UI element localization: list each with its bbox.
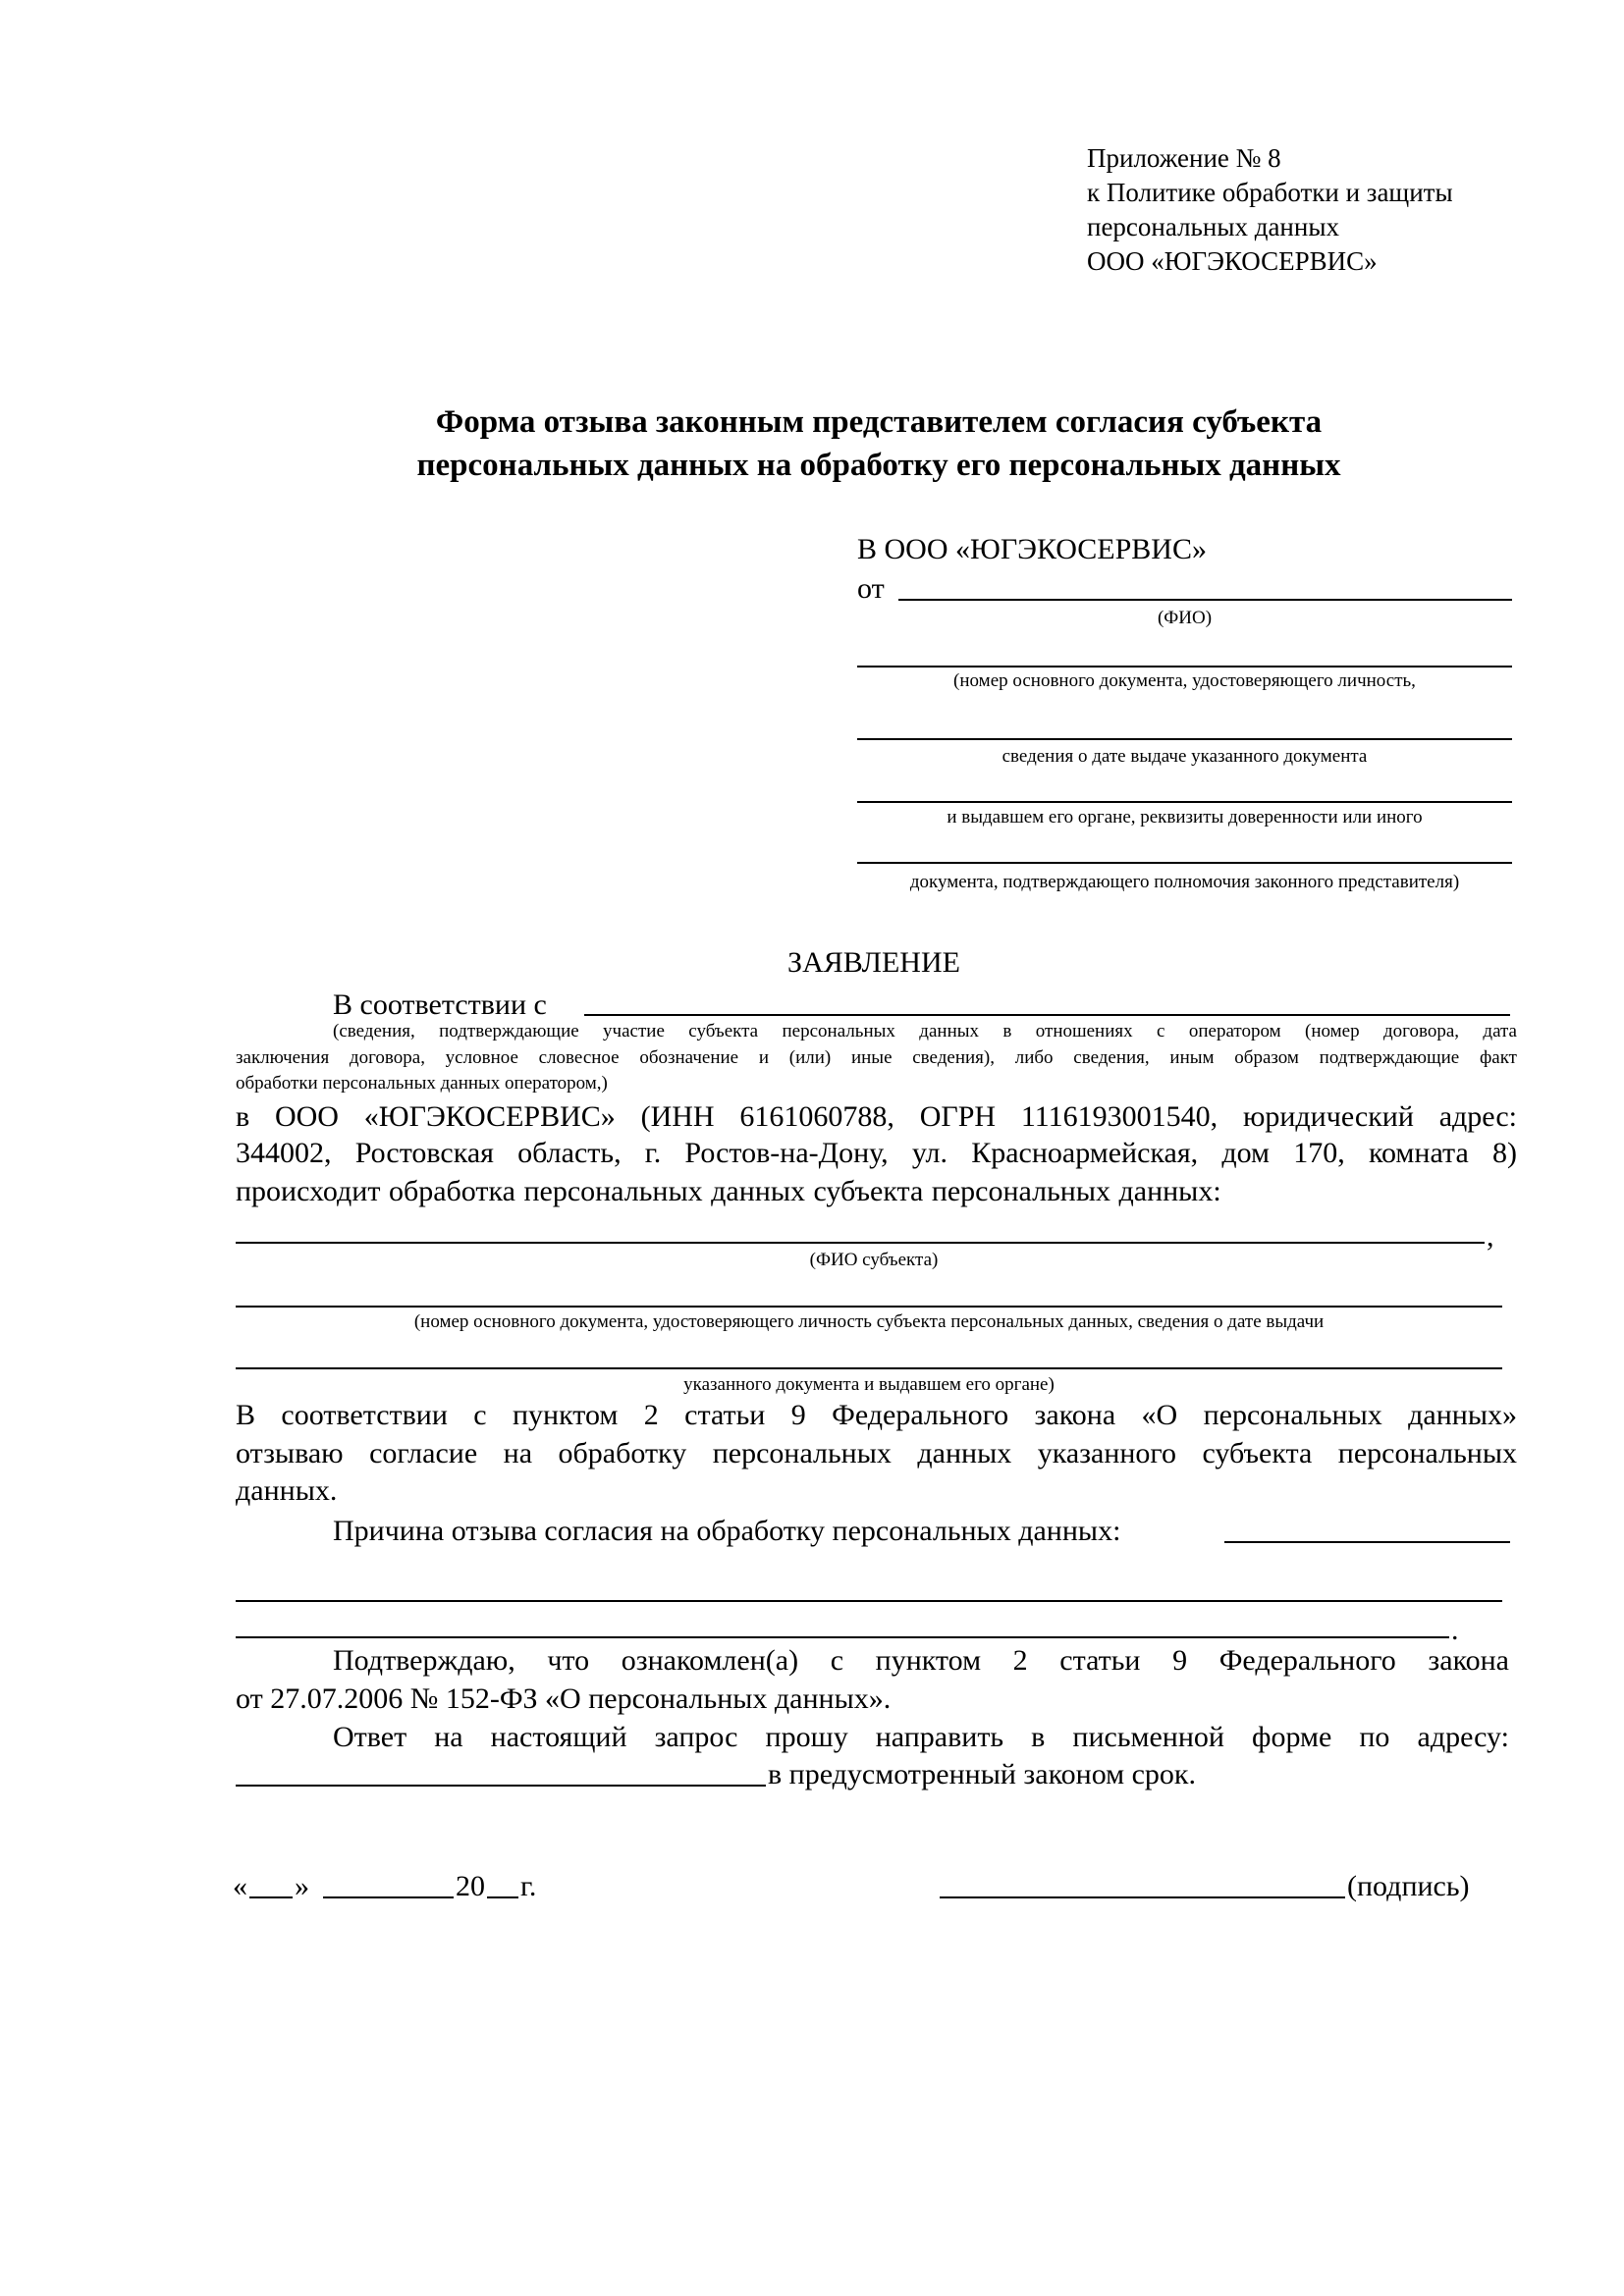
comma: , xyxy=(1487,1220,1494,1253)
basis-field[interactable] xyxy=(584,1014,1510,1016)
reply-text: Ответ на настоящий запрос прошу направить в письменной форме по адресу: xyxy=(333,1721,1509,1753)
year-field[interactable] xyxy=(487,1896,518,1898)
subject-issuer-caption: указанного документа и выдавшем его органе) xyxy=(683,1374,1055,1395)
subject-document-caption: (номер основного документа, удостоверяющего личность субъекта персональных данных, сведения о дате выдачи xyxy=(413,1311,1325,1332)
date-quote-close: » xyxy=(295,1870,309,1902)
confirm-text: Подтверждаю, что ознакомлен(а) с пунктом 2 статьи 9 Федерального закона xyxy=(333,1644,1509,1677)
reply-address-field[interactable] xyxy=(236,1785,766,1787)
fio-field[interactable] xyxy=(898,599,1512,601)
period: . xyxy=(1451,1614,1459,1646)
reason-field-line-2[interactable] xyxy=(236,1600,1502,1602)
authority-document-field[interactable] xyxy=(857,862,1512,864)
issuer-field[interactable] xyxy=(857,801,1512,803)
operator-text: в ООО «ЮГЭКОСЕРВИС» (ИНН 6161060788, ОГРН 1116193001540, юридический адрес: xyxy=(236,1100,1517,1133)
subject-fio-caption: (ФИО субъекта) xyxy=(809,1250,939,1270)
signature-label: (подпись) xyxy=(1347,1870,1470,1902)
field-caption: документа, подтверждающего полномочия законного представителя) xyxy=(909,872,1460,892)
reason-field-line-3[interactable] xyxy=(236,1636,1449,1638)
fio-caption: (ФИО) xyxy=(1157,608,1213,628)
subject-issuer-field[interactable] xyxy=(236,1367,1502,1369)
reason-label: Причина отзыва согласия на обработку персональных данных: xyxy=(333,1515,1121,1547)
field-caption: и выдавшем его органе, реквизиты доверенности или иного xyxy=(947,807,1423,828)
subject-fio-field[interactable] xyxy=(236,1242,1485,1244)
operator-text: происходит обработка персональных данных субъекта персональных данных: xyxy=(236,1175,1221,1207)
withdraw-text: данных. xyxy=(236,1474,338,1507)
withdraw-text: В соответствии с пунктом 2 статьи 9 Федерального закона «О персональных данных» xyxy=(236,1399,1517,1431)
basis-caption: обработки персональных данных оператором,) xyxy=(236,1073,608,1094)
reply-suffix: в предусмотренный законом срок. xyxy=(768,1758,1196,1790)
subject-document-field[interactable] xyxy=(236,1306,1502,1308)
appendix-line: к Политике обработки и защиты xyxy=(1087,178,1453,207)
addressee-to: В ООО «ЮГЭКОСЕРВИС» xyxy=(857,533,1207,565)
id-document-field[interactable] xyxy=(857,666,1512,667)
year-prefix: 20 xyxy=(456,1870,485,1902)
statement-heading: ЗАЯВЛЕНИЕ xyxy=(787,946,960,979)
withdraw-text: отзываю согласие на обработку персональных данных указанного субъекта персональных xyxy=(236,1437,1517,1469)
field-caption: сведения о дате выдаче указанного документа xyxy=(1001,746,1368,767)
appendix-line: персональных данных xyxy=(1087,212,1339,241)
page-title: Форма отзыва законным представителем согласия субъекта xyxy=(435,404,1323,440)
basis-caption: заключения договора, условное словесное обозначение и (или) иные сведения), либо сведения, иным образом подтверждающие факт xyxy=(236,1047,1517,1068)
basis-caption: (сведения, подтверждающие участие субъекта персональных данных в отношениях с оператором (номер договора, дата xyxy=(333,1021,1517,1041)
operator-text: 344002, Ростовская область, г. Ростов-на-Дону, ул. Красноармейская, дом 170, комната 8) xyxy=(236,1137,1517,1169)
field-caption: (номер основного документа, удостоверяющего личность, xyxy=(953,670,1416,691)
from-label: от xyxy=(857,572,885,605)
reason-field[interactable] xyxy=(1224,1541,1510,1543)
month-field[interactable] xyxy=(323,1896,454,1898)
day-field[interactable] xyxy=(249,1896,293,1898)
confirm-text: от 27.07.2006 № 152-ФЗ «О персональных данных». xyxy=(236,1682,892,1715)
issue-date-field[interactable] xyxy=(857,738,1512,740)
appendix-line: ООО «ЮГЭКОСЕРВИС» xyxy=(1087,246,1378,276)
appendix-line: Приложение № 8 xyxy=(1087,143,1281,173)
in-accordance-label: В соответствии с xyxy=(333,988,547,1021)
year-suffix: г. xyxy=(520,1870,537,1902)
page-title: персональных данных на обработку его персональных данных xyxy=(416,448,1341,483)
signature-field[interactable] xyxy=(940,1896,1345,1898)
date-quote-open: « xyxy=(233,1870,247,1902)
